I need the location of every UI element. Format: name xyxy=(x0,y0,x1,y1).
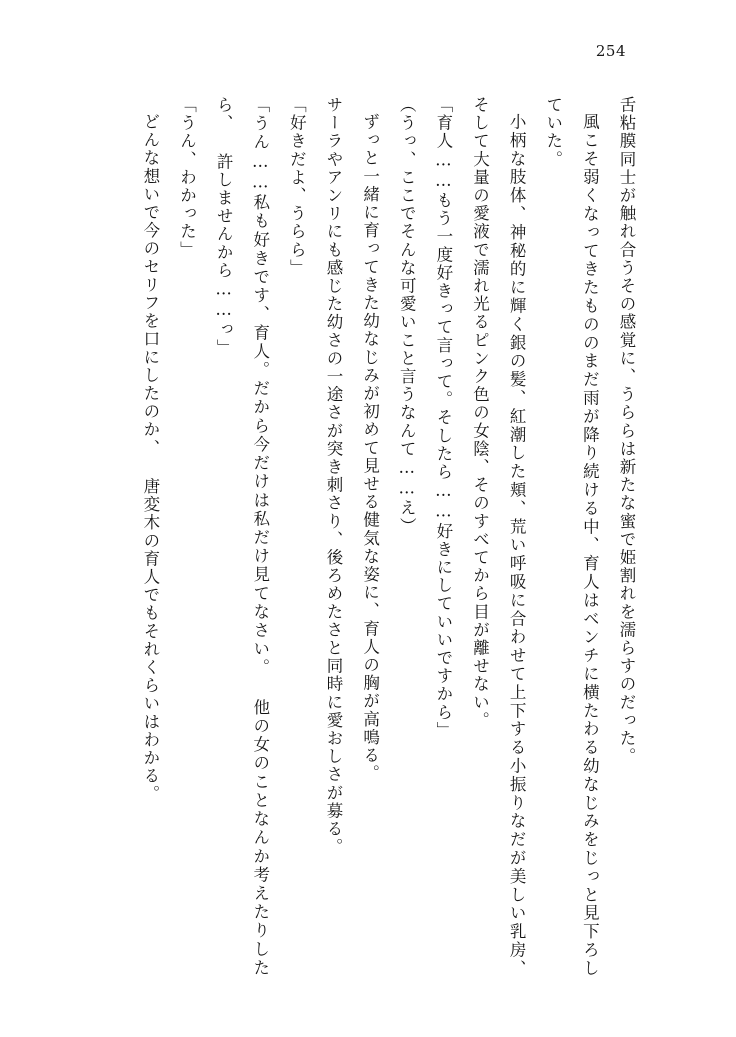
page-number: 254 xyxy=(595,42,626,60)
paragraph: 舌粘膜同士が触れ合うその感覚に、うららは新たな蜜で姫割れを濡らすのだった。 xyxy=(617,96,636,766)
paragraph: 風こそ弱くなってきたもののまだ雨が降り続ける中、育人はベンチに横たわる幼なじみをじっと見下ろしていた。 xyxy=(543,96,600,977)
paragraph: 「好きだよ、うらら」 xyxy=(287,96,307,277)
paragraph: ずっと一緒に育ってきた幼なじみが初めて見せる健気な姿に、育人の胸が高鳴る。 xyxy=(360,112,380,783)
paragraph: サーラやアンリにも感じた幼さの一途さが突き刺さり、後ろめたさと同時に愛おしさが募る。 xyxy=(324,96,343,857)
paragraph: どんな想いで今のセリフを口にしたのか、 唐変木の育人でもそれくらいはわかる。 xyxy=(140,112,160,803)
body-text xyxy=(92,96,644,977)
paragraph: （うっ、ここでそんな可愛いこと言うなんて……え） xyxy=(397,96,417,536)
paragraph: 「うん……私も好きです、育人。だから今だけは私だけ見てなさい。 他の女のことなんか考えたりしたら、 許しませんから……っ」 xyxy=(214,96,270,977)
paragraph: 小柄な肢体、神秘的に輝く銀の髪、紅潮した頬、荒い呼吸に合わせて上下する小振りなだが美しい乳房、そして大量の愛液で濡れ光るピンク色の女陰、そのすべてから目が離せない。 xyxy=(470,96,527,977)
paragraph: 「うん、わかった」 xyxy=(177,96,197,259)
paragraph: 「育人……もう一度好きって言って。そしたら……好きにしていいですから」 xyxy=(433,96,453,740)
